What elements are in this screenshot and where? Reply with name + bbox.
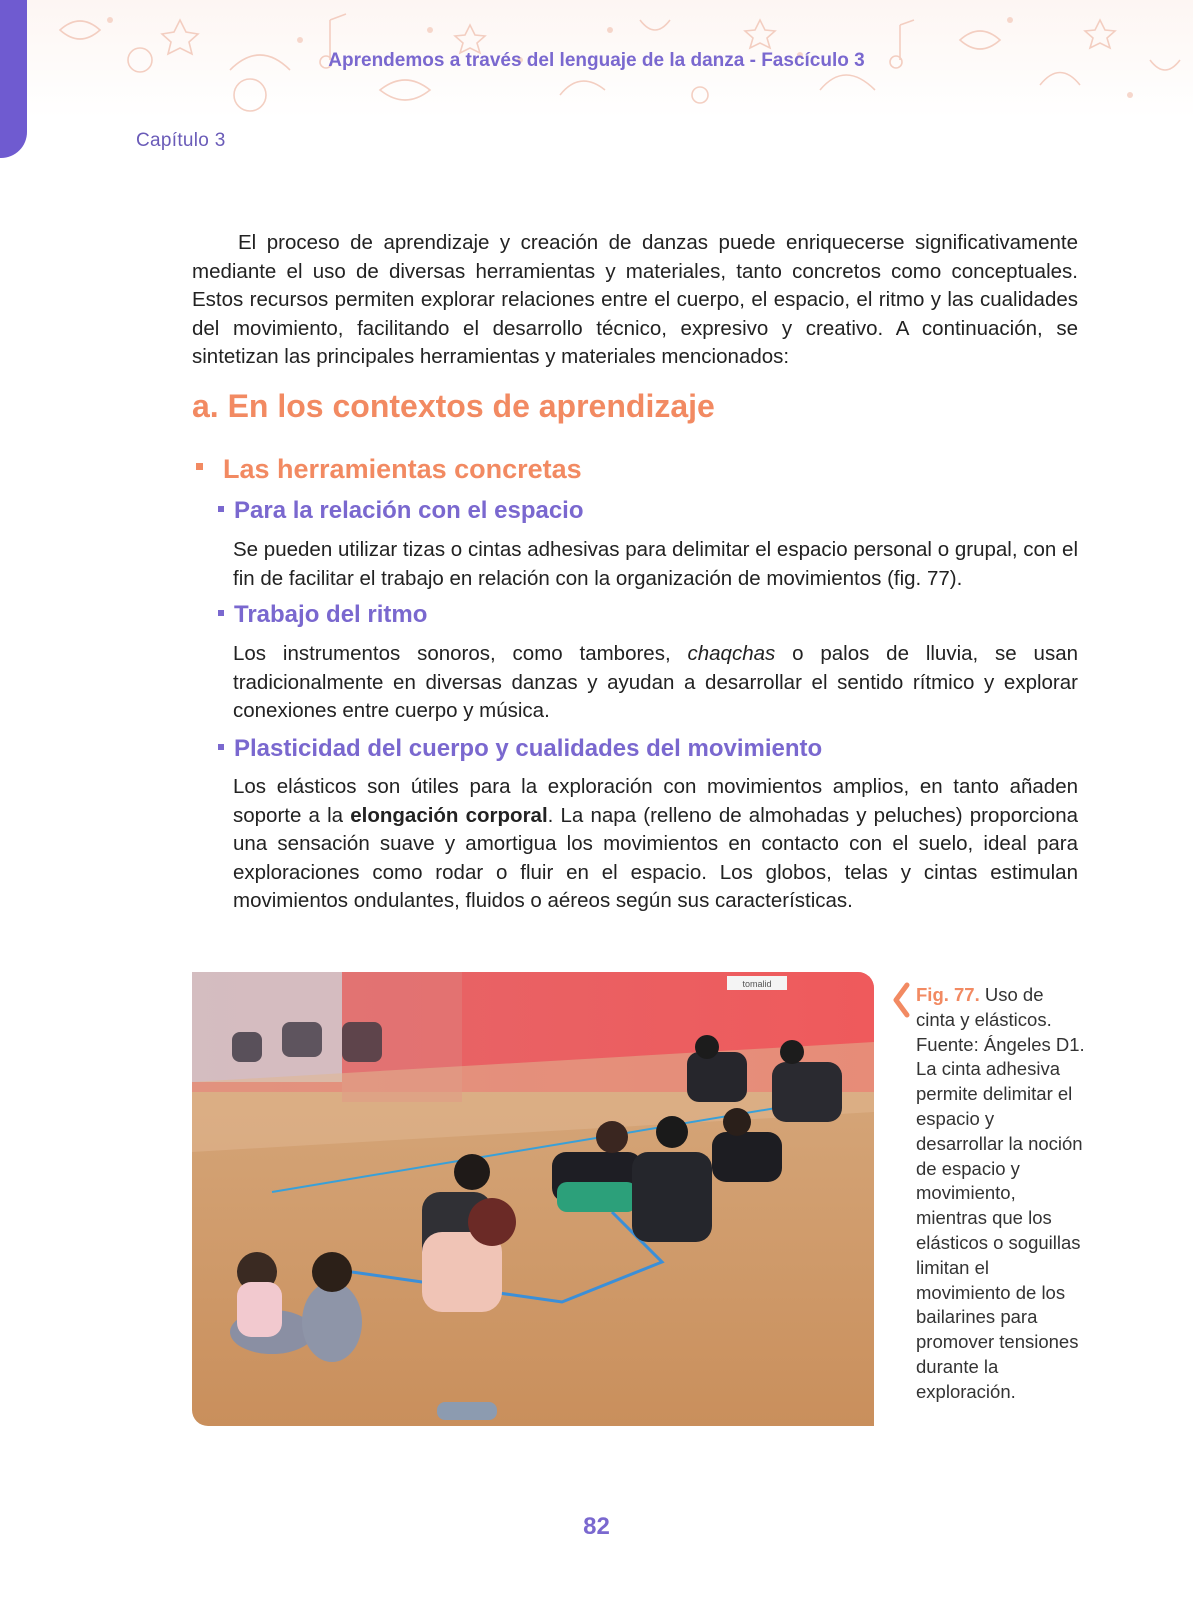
item-text-plasticity <box>233 773 1078 916</box>
square-bullet-icon <box>218 506 224 512</box>
bold-term: elongación corporal <box>350 803 548 827</box>
italic-term: chaqchas <box>687 642 776 665</box>
subsection-heading <box>196 454 582 485</box>
text-segment: . La napa (relleno de almohadas y peluches) proporciona una sensación suave y amortigua los movimientos en contacto con el suelo, ideal para exploraciones como rodar o fluir en el espacio. Los globos, telas y cintas estimulan movimientos ondulantes, fluidos o aéreos según sus características. <box>233 803 1078 913</box>
dance-studio-photo <box>192 972 874 1426</box>
item-text-space: Se pueden utilizar tizas o cintas adhesivas para delimitar el espacio personal o grupal, con el fin de facilitar el trabajo en relación con la organización de movimientos (fig. 77). <box>233 538 1078 590</box>
figure-label: Fig. 77. <box>916 984 980 1005</box>
text-segment: Los instrumentos sonoros, como tambores, <box>233 642 688 665</box>
subsection-title: Las herramientas concretas <box>223 454 582 484</box>
square-bullet-icon <box>196 463 203 470</box>
chapter-side-tab <box>0 0 27 158</box>
section-title: a. En los contextos de aprendizaje <box>192 388 715 424</box>
figure-caption <box>916 983 1086 1405</box>
caption-body: La cinta adhesiva permite delimitar el espacio y desarrollar la noción de espacio y movimiento, mientras que los elásticos o soguillas limitan el movimiento de los bailarines para promover tensiones durante la exploración. <box>916 1058 1083 1402</box>
item-title: Trabajo del ritmo <box>234 601 428 628</box>
page-number: 82 <box>583 1513 610 1540</box>
text-segment: Los elásticos son útiles para la exploración con movimientos amplios, en tanto añaden soporte a la <box>233 775 1078 827</box>
square-bullet-icon <box>218 744 224 750</box>
chapter-label: Capítulo 3 <box>136 130 226 151</box>
item-text-rhythm <box>233 640 1078 726</box>
item-title: Plasticidad del cuerpo y cualidades del movimiento <box>234 735 823 762</box>
item-heading-plasticity <box>218 735 822 763</box>
intro-paragraph: El proceso de aprendizaje y creación de danzas puede enriquecerse significativamente mediante el uso de diversas herramientas y materiales, tanto concretos como conceptuales. Estos recursos permiten explorar relaciones entre el cuerpo, el espacio, el ritmo y las cualidades del movimiento, facilitando el desarrollo técnico, expresivo y creativo. A continuación, se sintetizan las principales herramientas y materiales mencionados: <box>192 231 1078 369</box>
item-title: Para la relación con el espacio <box>234 497 584 524</box>
running-title: Aprendemos a través del lenguaje de la danza - Fascículo 3 <box>328 50 865 71</box>
item-heading-rhythm <box>218 601 427 629</box>
caption-source: Uso de cinta y elásticos. Fuente: Ángeles D1. <box>916 984 1085 1055</box>
square-bullet-icon <box>218 610 224 616</box>
figure-77-photo <box>192 972 874 1426</box>
item-heading-space <box>218 497 584 525</box>
chevron-left-icon <box>890 982 914 1018</box>
wall-sign: tomalid <box>742 979 772 989</box>
text-segment: o palos de lluvia, se usan tradicionalmente en diversas danzas y ayudan a desarrollar el sentido rítmico y explorar conexiones entre cuerpo y música. <box>233 642 1079 723</box>
